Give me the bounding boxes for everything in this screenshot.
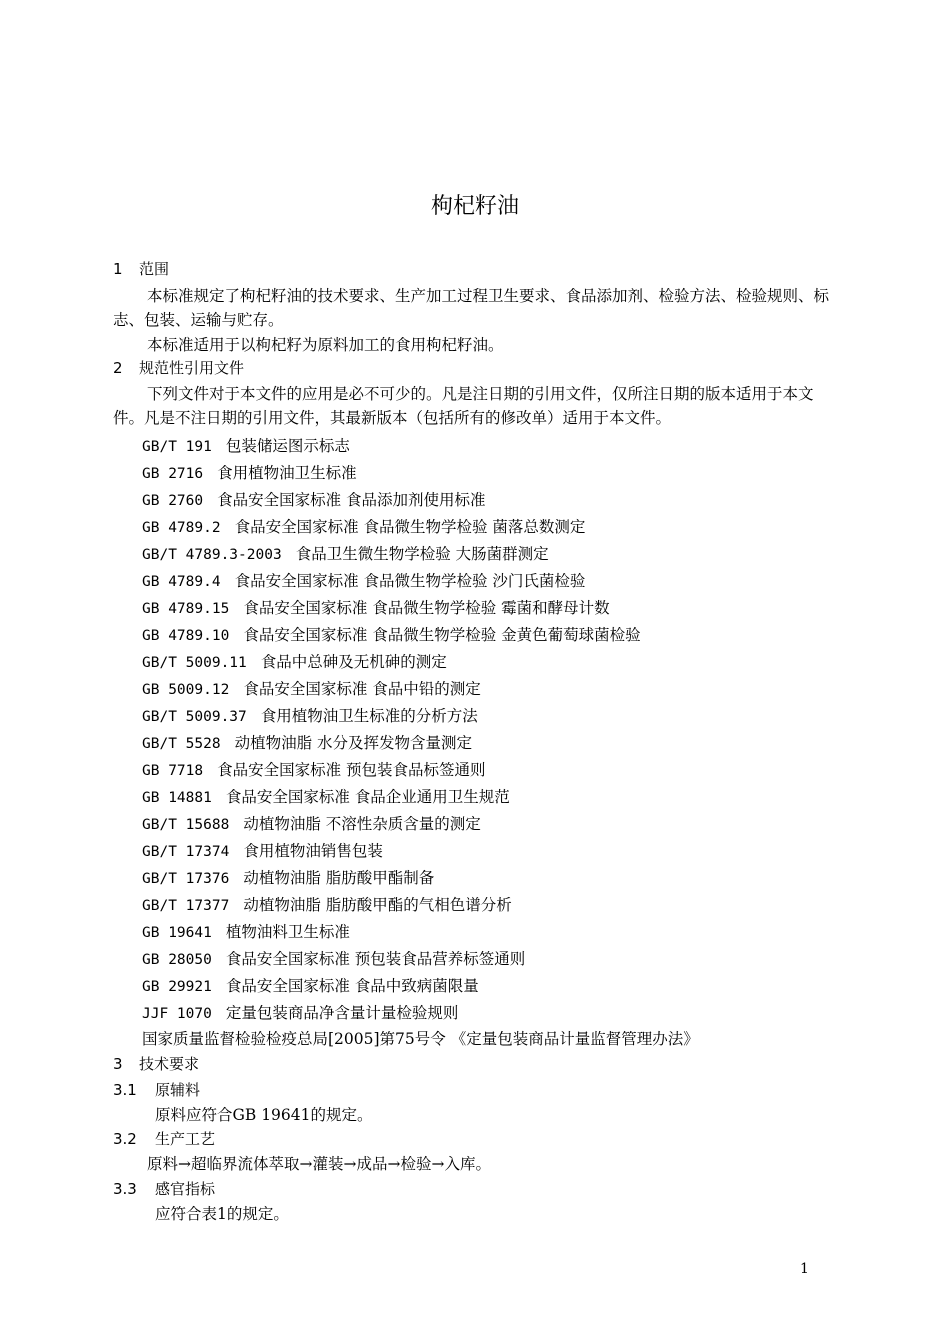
- reference-title: 食用植物油卫生标准: [217, 464, 357, 482]
- reference-title: 食品安全国家标准 食品企业通用卫生规范: [225, 788, 510, 806]
- reference-title: 动植物油脂 水分及挥发物含量测定: [234, 734, 473, 752]
- reference-item: [142, 489, 486, 512]
- reference-item: [142, 975, 479, 998]
- section-1-heading: [113, 258, 169, 280]
- reference-code: GB/T 17374: [142, 844, 230, 860]
- reference-title: 食品安全国家标准 食品中铅的测定: [243, 680, 481, 698]
- reference-item: [142, 867, 434, 890]
- reference-item: [142, 435, 350, 458]
- reference-title: 动植物油脂 脂肪酸甲酯的气相色谱分析: [243, 896, 512, 914]
- section-3-2-number: 3.2: [113, 1130, 137, 1148]
- section-2-heading: [113, 357, 244, 379]
- reference-item: [142, 732, 472, 755]
- section-1-number: 1: [113, 260, 123, 278]
- reference-item: [142, 921, 350, 944]
- reference-item: [142, 651, 447, 674]
- reference-code: GB 29921: [142, 979, 212, 995]
- reference-title: 食品安全国家标准 预包装食品营养标签通则: [225, 950, 526, 968]
- reference-item: [142, 813, 481, 836]
- section-3-3-heading: [113, 1178, 215, 1200]
- reference-code: GB 4789.2: [142, 520, 221, 536]
- reference-title: 食品安全国家标准 食品微生物学检验 霉菌和酵母计数: [243, 599, 610, 617]
- section-2-number: 2: [113, 359, 123, 377]
- section-3-1-title: 原辅料: [155, 1081, 201, 1099]
- reference-item: [142, 624, 641, 647]
- section-2-intro: 下列文件对于本文件的应用是必不可少的。凡是注日期的引用文件，仅所注日期的版本适用于本文件。凡是不注日期的引用文件，其最新版本（包括所有的修改单）适用于本文件。: [113, 385, 814, 427]
- reference-item: [142, 543, 549, 566]
- reference-code: GB 14881: [142, 790, 212, 806]
- reference-title: 动植物油脂 脂肪酸甲酯制备: [243, 869, 435, 887]
- section-3-number: 3: [113, 1055, 123, 1073]
- reference-code: GB 2760: [142, 493, 204, 509]
- reference-code: GB/T 5009.11: [142, 655, 247, 671]
- section-1-paragraph-2: 本标准适用于以枸杞籽为原料加工的食用枸杞籽油。: [147, 336, 504, 354]
- section-3-heading: [113, 1053, 199, 1075]
- reference-title: 食品安全国家标准 食品中致病菌限量: [225, 977, 479, 995]
- section-3-1-text: 原料应符合GB 19641的规定。: [155, 1106, 373, 1124]
- document-title: 枸杞籽油: [430, 194, 519, 219]
- section-1-paragraph-1: 本标准规定了枸杞籽油的技术要求、生产加工过程卫生要求、食品添加剂、检验方法、检验规则、标志、包装、运输与贮存。: [113, 287, 830, 329]
- reference-item: [142, 948, 525, 971]
- reference-title: 定量包装商品净含量计量检验规则: [225, 1004, 459, 1022]
- section-3-2-heading: [113, 1128, 215, 1150]
- section-1-title: 范围: [139, 260, 170, 278]
- reference-item: [142, 462, 357, 485]
- reference-title: 食品中总砷及无机砷的测定: [260, 653, 447, 671]
- section-3-title: 技术要求: [139, 1055, 200, 1073]
- reference-code: GB 4789.10: [142, 628, 230, 644]
- reference-item: [142, 894, 512, 917]
- reference-item: [142, 759, 486, 782]
- reference-item: [142, 516, 585, 539]
- reference-code: GB 5009.12: [142, 682, 230, 698]
- reference-item: [142, 1002, 458, 1025]
- reference-title: 食品卫生微生物学检验 大肠菌群测定: [295, 545, 549, 563]
- section-3-2-text: 原料→超临界流体萃取→灌装→成品→检验→入库。: [147, 1155, 491, 1173]
- reference-code: GB/T 17377: [142, 898, 230, 914]
- reference-title: 食品安全国家标准 食品微生物学检验 沙门氏菌检验: [234, 572, 586, 590]
- reference-item: [142, 786, 510, 809]
- section-3-1-heading: [113, 1079, 200, 1101]
- reference-item: [142, 570, 585, 593]
- reference-title: 动植物油脂 不溶性杂质含量的测定: [243, 815, 481, 833]
- section-2-title: 规范性引用文件: [139, 359, 245, 377]
- reference-code: GB/T 15688: [142, 817, 230, 833]
- reference-code: GB 2716: [142, 466, 204, 482]
- reference-item: [142, 597, 610, 620]
- reference-code: GB/T 4789.3-2003: [142, 547, 282, 563]
- section-3-2-title: 生产工艺: [155, 1130, 216, 1148]
- section-3-3-number: 3.3: [113, 1180, 137, 1198]
- reference-code: GB/T 5009.37: [142, 709, 247, 725]
- reference-code: GB 19641: [142, 925, 212, 941]
- section-3-3-title: 感官指标: [155, 1180, 216, 1198]
- reference-code: GB 7718: [142, 763, 204, 779]
- reference-code: GB/T 17376: [142, 871, 230, 887]
- reference-title: 食用植物油销售包装: [243, 842, 383, 860]
- reference-item: [142, 678, 481, 701]
- reference-decree: 国家质量监督检验检疫总局[2005]第75号令 《定量包装商品计量监督管理办法》: [142, 1030, 699, 1048]
- reference-item: [142, 705, 478, 728]
- reference-code: GB 4789.15: [142, 601, 230, 617]
- reference-title: 植物油料卫生标准: [225, 923, 350, 941]
- section-3-1-number: 3.1: [113, 1081, 137, 1099]
- page-number: 1: [800, 1261, 809, 1277]
- reference-title: 食用植物油卫生标准的分析方法: [260, 707, 478, 725]
- reference-code: GB/T 191: [142, 439, 212, 455]
- reference-title: 食品安全国家标准 食品添加剂使用标准: [217, 491, 486, 509]
- reference-title: 包装储运图示标志: [225, 437, 350, 455]
- reference-title: 食品安全国家标准 食品微生物学检验 金黄色葡萄球菌检验: [243, 626, 641, 644]
- reference-title: 食品安全国家标准 预包装食品标签通则: [217, 761, 486, 779]
- reference-code: GB 4789.4: [142, 574, 221, 590]
- reference-code: JJF 1070: [142, 1006, 212, 1022]
- reference-code: GB 28050: [142, 952, 212, 968]
- reference-item: [142, 840, 383, 863]
- reference-title: 食品安全国家标准 食品微生物学检验 菌落总数测定: [234, 518, 586, 536]
- reference-code: GB/T 5528: [142, 736, 221, 752]
- section-3-3-text: 应符合表1的规定。: [155, 1205, 289, 1223]
